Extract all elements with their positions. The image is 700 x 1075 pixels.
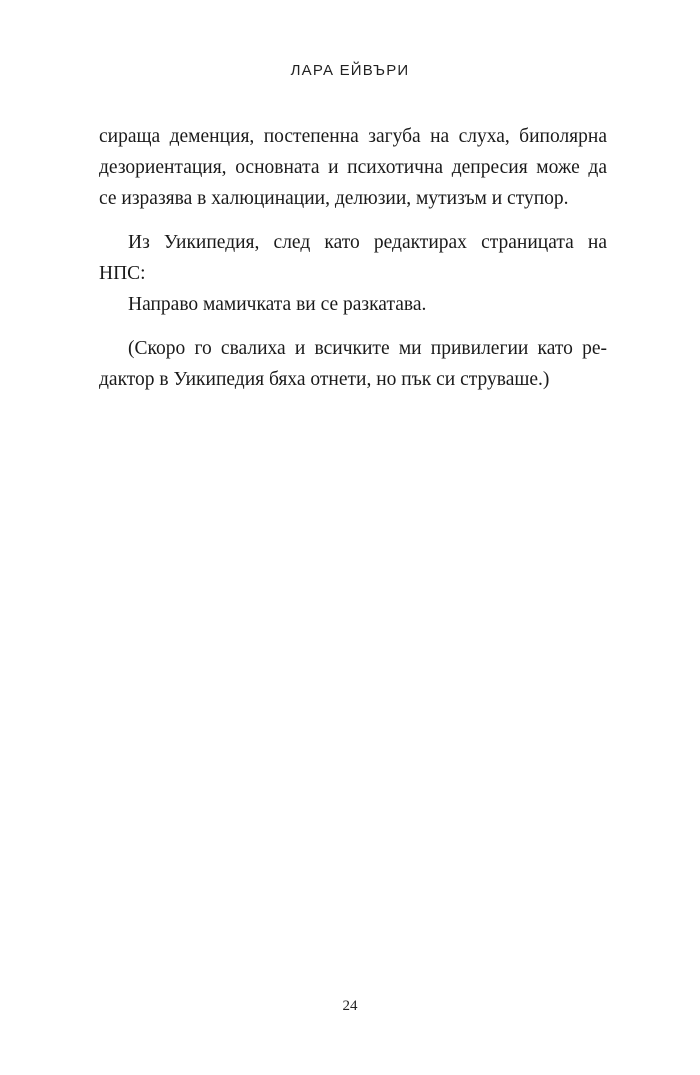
page-number: 24: [342, 998, 358, 1014]
text-line: сираща деменция, постепенна загуба на слуха, биполярна: [99, 126, 607, 147]
text-line: Направо мамичката ви се разкатава.: [128, 294, 427, 315]
paragraph-aside: [99, 333, 607, 395]
text-line: се изразява в халюцинации, делюзии, мутизъм и ступор.: [99, 188, 569, 209]
text-line: дактор в Уикипедия бяха отнети, но пък си струваше.): [99, 369, 550, 390]
paragraph-wikipedia-quote: [99, 227, 607, 320]
paragraph-continuation: [99, 121, 607, 214]
text-line: Из Уикипедия, след като редактирах страницата на: [128, 232, 607, 253]
text-line: дезориентация, основната и психотична депресия може да: [99, 157, 607, 178]
text-line: НПС:: [99, 263, 146, 284]
text-line: (Скоро го свалиха и всичките ми привилегии като ре-: [128, 338, 607, 359]
running-header-author: ЛАРА ЕЙВЪРИ: [290, 62, 410, 79]
